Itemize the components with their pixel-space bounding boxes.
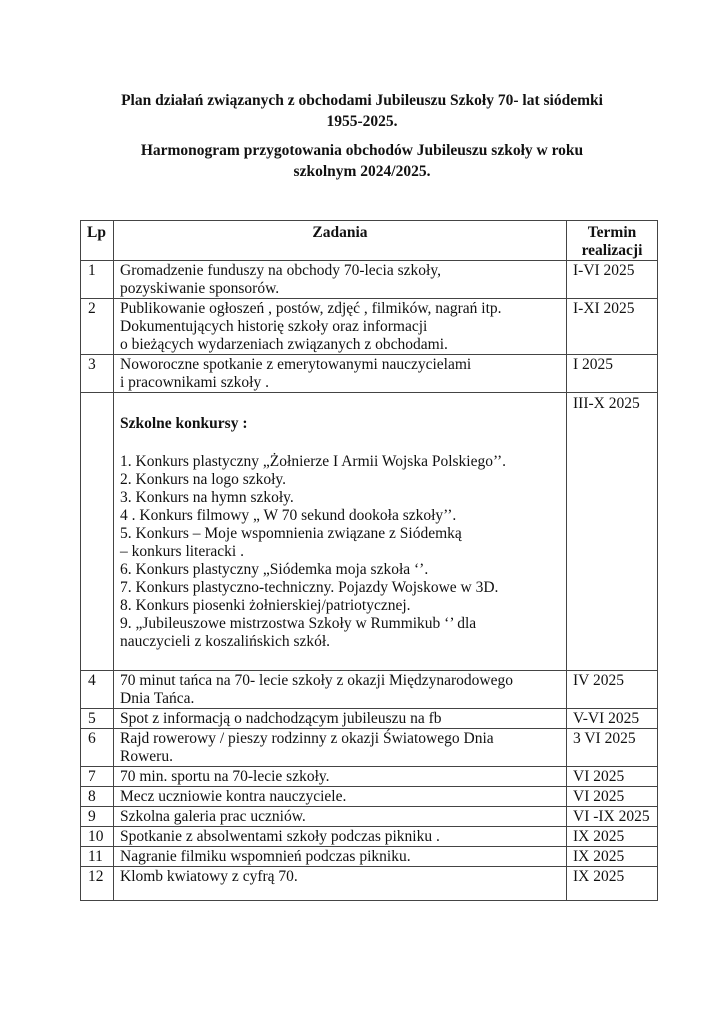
title-line: Plan działań związanych z obchodami Jubileuszu Szkoły 70- lat siódemki bbox=[121, 92, 603, 109]
deadline-cell: I 2025 bbox=[567, 355, 658, 393]
task-line: 70 min. sportu na 70-lecie szkoły. bbox=[120, 768, 330, 785]
task-cell bbox=[114, 787, 567, 807]
task-line: Mecz uczniowie kontra nauczyciele. bbox=[120, 788, 347, 805]
task-cell bbox=[114, 355, 567, 393]
title-line: 1955-2025. bbox=[326, 113, 398, 130]
contest-item: nauczycieli z koszalińskich szkół. bbox=[120, 633, 331, 650]
contest-item: 5. Konkurs – Moje wspomnienia związane z Siódemką bbox=[120, 525, 462, 542]
header-termin-line: realizacji bbox=[581, 242, 643, 259]
task-cell bbox=[114, 807, 567, 827]
deadline-cell: IX 2025 bbox=[567, 867, 658, 901]
contests-heading: Szkolne konkursy : bbox=[120, 415, 248, 432]
contests-row bbox=[81, 393, 658, 671]
task-line: Noworoczne spotkanie z emerytowanymi nauczycielami bbox=[120, 356, 472, 373]
table-row bbox=[81, 299, 658, 355]
document-title bbox=[60, 90, 664, 132]
contest-item: 4 . Konkurs filmowy „ W 70 sekund dookoła szkoły’’. bbox=[120, 507, 457, 524]
contest-item: 1. Konkurs plastyczny „Żołnierze I Armii Wojska Polskiego’’. bbox=[120, 453, 507, 470]
header-zadania: Zadania bbox=[114, 221, 567, 261]
row-number: 4 bbox=[81, 671, 114, 709]
table-row bbox=[81, 847, 658, 867]
deadline-cell: IX 2025 bbox=[567, 827, 658, 847]
table-row bbox=[81, 729, 658, 767]
contest-item: 6. Konkurs plastyczny „Siódemka moja szkoła ‘’. bbox=[120, 561, 429, 578]
row-number: 8 bbox=[81, 787, 114, 807]
row-number: 12 bbox=[81, 867, 114, 901]
deadline-cell: III-X 2025 bbox=[567, 393, 658, 671]
task-line: pozyskiwanie sponsorów. bbox=[120, 280, 280, 297]
table-row bbox=[81, 355, 658, 393]
contest-item: 2. Konkurs na logo szkoły. bbox=[120, 471, 287, 488]
task-line: Publikowanie ogłoszeń , postów, zdjęć , filmików, nagrań itp. bbox=[120, 300, 502, 317]
contest-item: 3. Konkurs na hymn szkoły. bbox=[120, 489, 294, 506]
row-number bbox=[81, 393, 114, 671]
table-row bbox=[81, 671, 658, 709]
table-row bbox=[81, 767, 658, 787]
task-cell bbox=[114, 827, 567, 847]
header-termin-line: Termin bbox=[587, 224, 637, 241]
table-row bbox=[81, 807, 658, 827]
task-line: Spot z informacją o nadchodzącym jubileuszu na fb bbox=[120, 710, 442, 727]
deadline-cell: VI 2025 bbox=[567, 767, 658, 787]
task-line: Spotkanie z absolwentami szkoły podczas pikniku . bbox=[120, 828, 440, 845]
contest-item: – konkurs literacki . bbox=[120, 543, 244, 560]
header-lp: Lp bbox=[81, 221, 114, 261]
schedule-table bbox=[80, 220, 658, 901]
contests-list bbox=[120, 453, 560, 651]
document-subtitle bbox=[60, 140, 664, 182]
task-line: Roweru. bbox=[120, 748, 173, 765]
table-row bbox=[81, 787, 658, 807]
table-row bbox=[81, 709, 658, 729]
task-cell bbox=[114, 729, 567, 767]
table-row bbox=[81, 827, 658, 847]
subtitle-line: szkolnym 2024/2025. bbox=[293, 163, 431, 180]
deadline-cell: IV 2025 bbox=[567, 671, 658, 709]
row-number: 11 bbox=[81, 847, 114, 867]
task-line: Dnia Tańca. bbox=[120, 690, 195, 707]
task-cell bbox=[114, 767, 567, 787]
deadline-cell: I-XI 2025 bbox=[567, 299, 658, 355]
row-number: 1 bbox=[81, 261, 114, 299]
contest-item: 7. Konkurs plastyczno-techniczny. Pojazdy Wojskowe w 3D. bbox=[120, 579, 499, 596]
row-number: 6 bbox=[81, 729, 114, 767]
contests-cell bbox=[114, 393, 567, 671]
task-cell bbox=[114, 709, 567, 729]
header-termin bbox=[567, 221, 658, 261]
contest-item: 8. Konkurs piosenki żołnierskiej/patriotycznej. bbox=[120, 597, 411, 614]
task-cell bbox=[114, 671, 567, 709]
deadline-cell: I-VI 2025 bbox=[567, 261, 658, 299]
row-number: 5 bbox=[81, 709, 114, 729]
task-line: Szkolna galeria prac uczniów. bbox=[120, 808, 306, 825]
deadline-cell: 3 VI 2025 bbox=[567, 729, 658, 767]
table-row bbox=[81, 867, 658, 901]
table-row bbox=[81, 261, 658, 299]
task-line: Rajd rowerowy / pieszy rodzinny z okazji Światowego Dnia bbox=[120, 730, 494, 747]
task-line: o bieżących wydarzeniach związanych z obchodami. bbox=[120, 336, 448, 353]
task-cell bbox=[114, 299, 567, 355]
deadline-cell: IX 2025 bbox=[567, 847, 658, 867]
deadline-cell: V-VI 2025 bbox=[567, 709, 658, 729]
task-line: Klomb kwiatowy z cyfrą 70. bbox=[120, 868, 298, 885]
task-cell bbox=[114, 867, 567, 901]
deadline-cell: VI 2025 bbox=[567, 787, 658, 807]
row-number: 7 bbox=[81, 767, 114, 787]
task-line: Nagranie filmiku wspomnień podczas pikniku. bbox=[120, 848, 411, 865]
task-line: i pracownikami szkoły . bbox=[120, 374, 269, 391]
row-number: 3 bbox=[81, 355, 114, 393]
subtitle-line: Harmonogram przygotowania obchodów Jubileuszu szkoły w roku bbox=[140, 142, 584, 159]
task-line: Dokumentujących historię szkoły oraz informacji bbox=[120, 318, 428, 335]
table-header-row bbox=[81, 221, 658, 261]
row-number: 2 bbox=[81, 299, 114, 355]
task-line: 70 minut tańca na 70- lecie szkoły z okazji Międzynarodowego bbox=[120, 672, 513, 689]
task-line: Gromadzenie funduszy na obchody 70-lecia szkoły, bbox=[120, 262, 441, 279]
contest-item: 9. „Jubileuszowe mistrzostwa Szkoły w Rummikub ‘’ dla bbox=[120, 615, 477, 632]
task-cell bbox=[114, 847, 567, 867]
row-number: 10 bbox=[81, 827, 114, 847]
row-number: 9 bbox=[81, 807, 114, 827]
task-cell bbox=[114, 261, 567, 299]
deadline-cell: VI -IX 2025 bbox=[567, 807, 658, 827]
